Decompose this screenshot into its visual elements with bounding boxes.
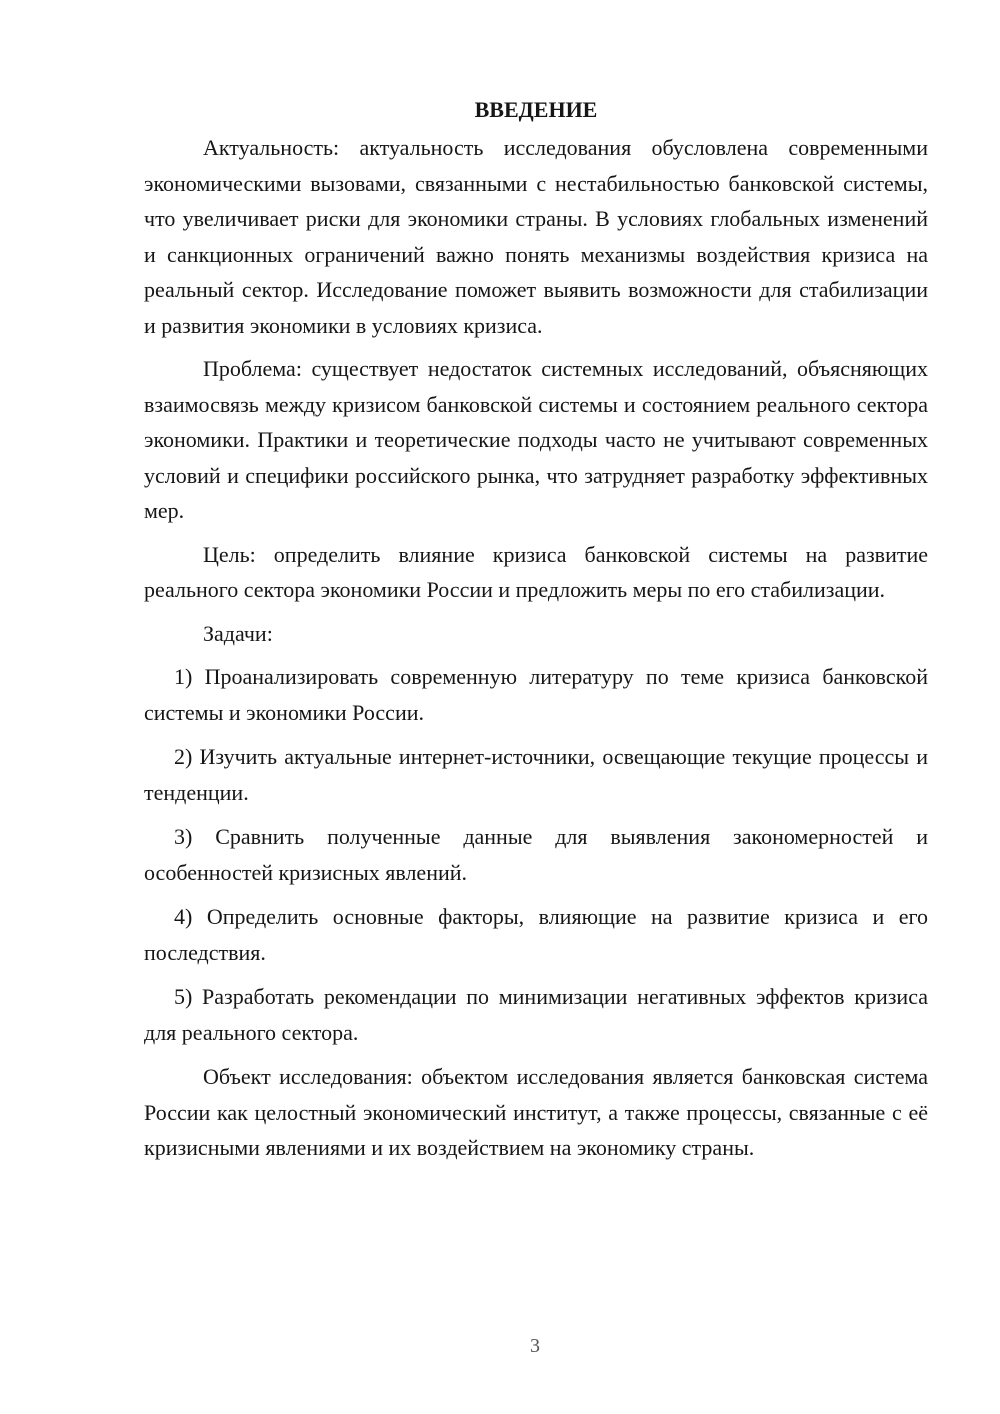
paragraph-relevance: Актуальность: актуальность исследования обусловлена современными экономическими вызовами, связанными с нестабильностью банковской системы, что увеличивает риски для экономики страны. В условиях глобальных изменений и санкционных ограничений важно понять механизмы воздействия кризиса на реальный сектор. Исследование поможет выявить возможности для стабилизации и развития экономики в условиях кризиса. — [144, 135, 928, 338]
task-item-1: 1) Проанализировать современную литературу по теме кризиса банковской системы и экономики России. — [144, 664, 928, 725]
document-body — [144, 92, 928, 1174]
task-item-3: 3) Сравнить полученные данные для выявления закономерностей и особенностей кризисных явлений. — [144, 824, 928, 885]
tasks-heading: Задачи: — [203, 620, 273, 646]
paragraph-object: Объект исследования: объектом исследования является банковская система России как целостный экономический институт, а также процессы, связанные с её кризисными явлениями и их воздействием на экономику страны. — [144, 1064, 928, 1160]
paragraph-goal: Цель: определить влияние кризиса банковской системы на развитие реального сектора экономики России и предложить меры по его стабилизации. — [144, 541, 928, 602]
paragraph-problem: Проблема: существует недостаток системных исследований, объясняющих взаимосвязь между кризисом банковской системы и состоянием реального сектора экономики. Практики и теоретические подходы часто не учитывают современных условий и специфики российского рынка, что затрудняет разработку эффективных мер. — [144, 356, 928, 523]
task-item-4: 4) Определить основные факторы, влияющие на развитие кризиса и его последствия. — [144, 904, 928, 965]
task-item-2: 2) Изучить актуальные интернет-источники, освещающие текущие процессы и тенденции. — [144, 744, 928, 805]
section-title: ВВЕДЕНИЕ — [474, 97, 598, 122]
task-item-5: 5) Разработать рекомендации по минимизации негативных эффектов кризиса для реального сектора. — [144, 984, 928, 1045]
page-number: 3 — [530, 1335, 540, 1357]
